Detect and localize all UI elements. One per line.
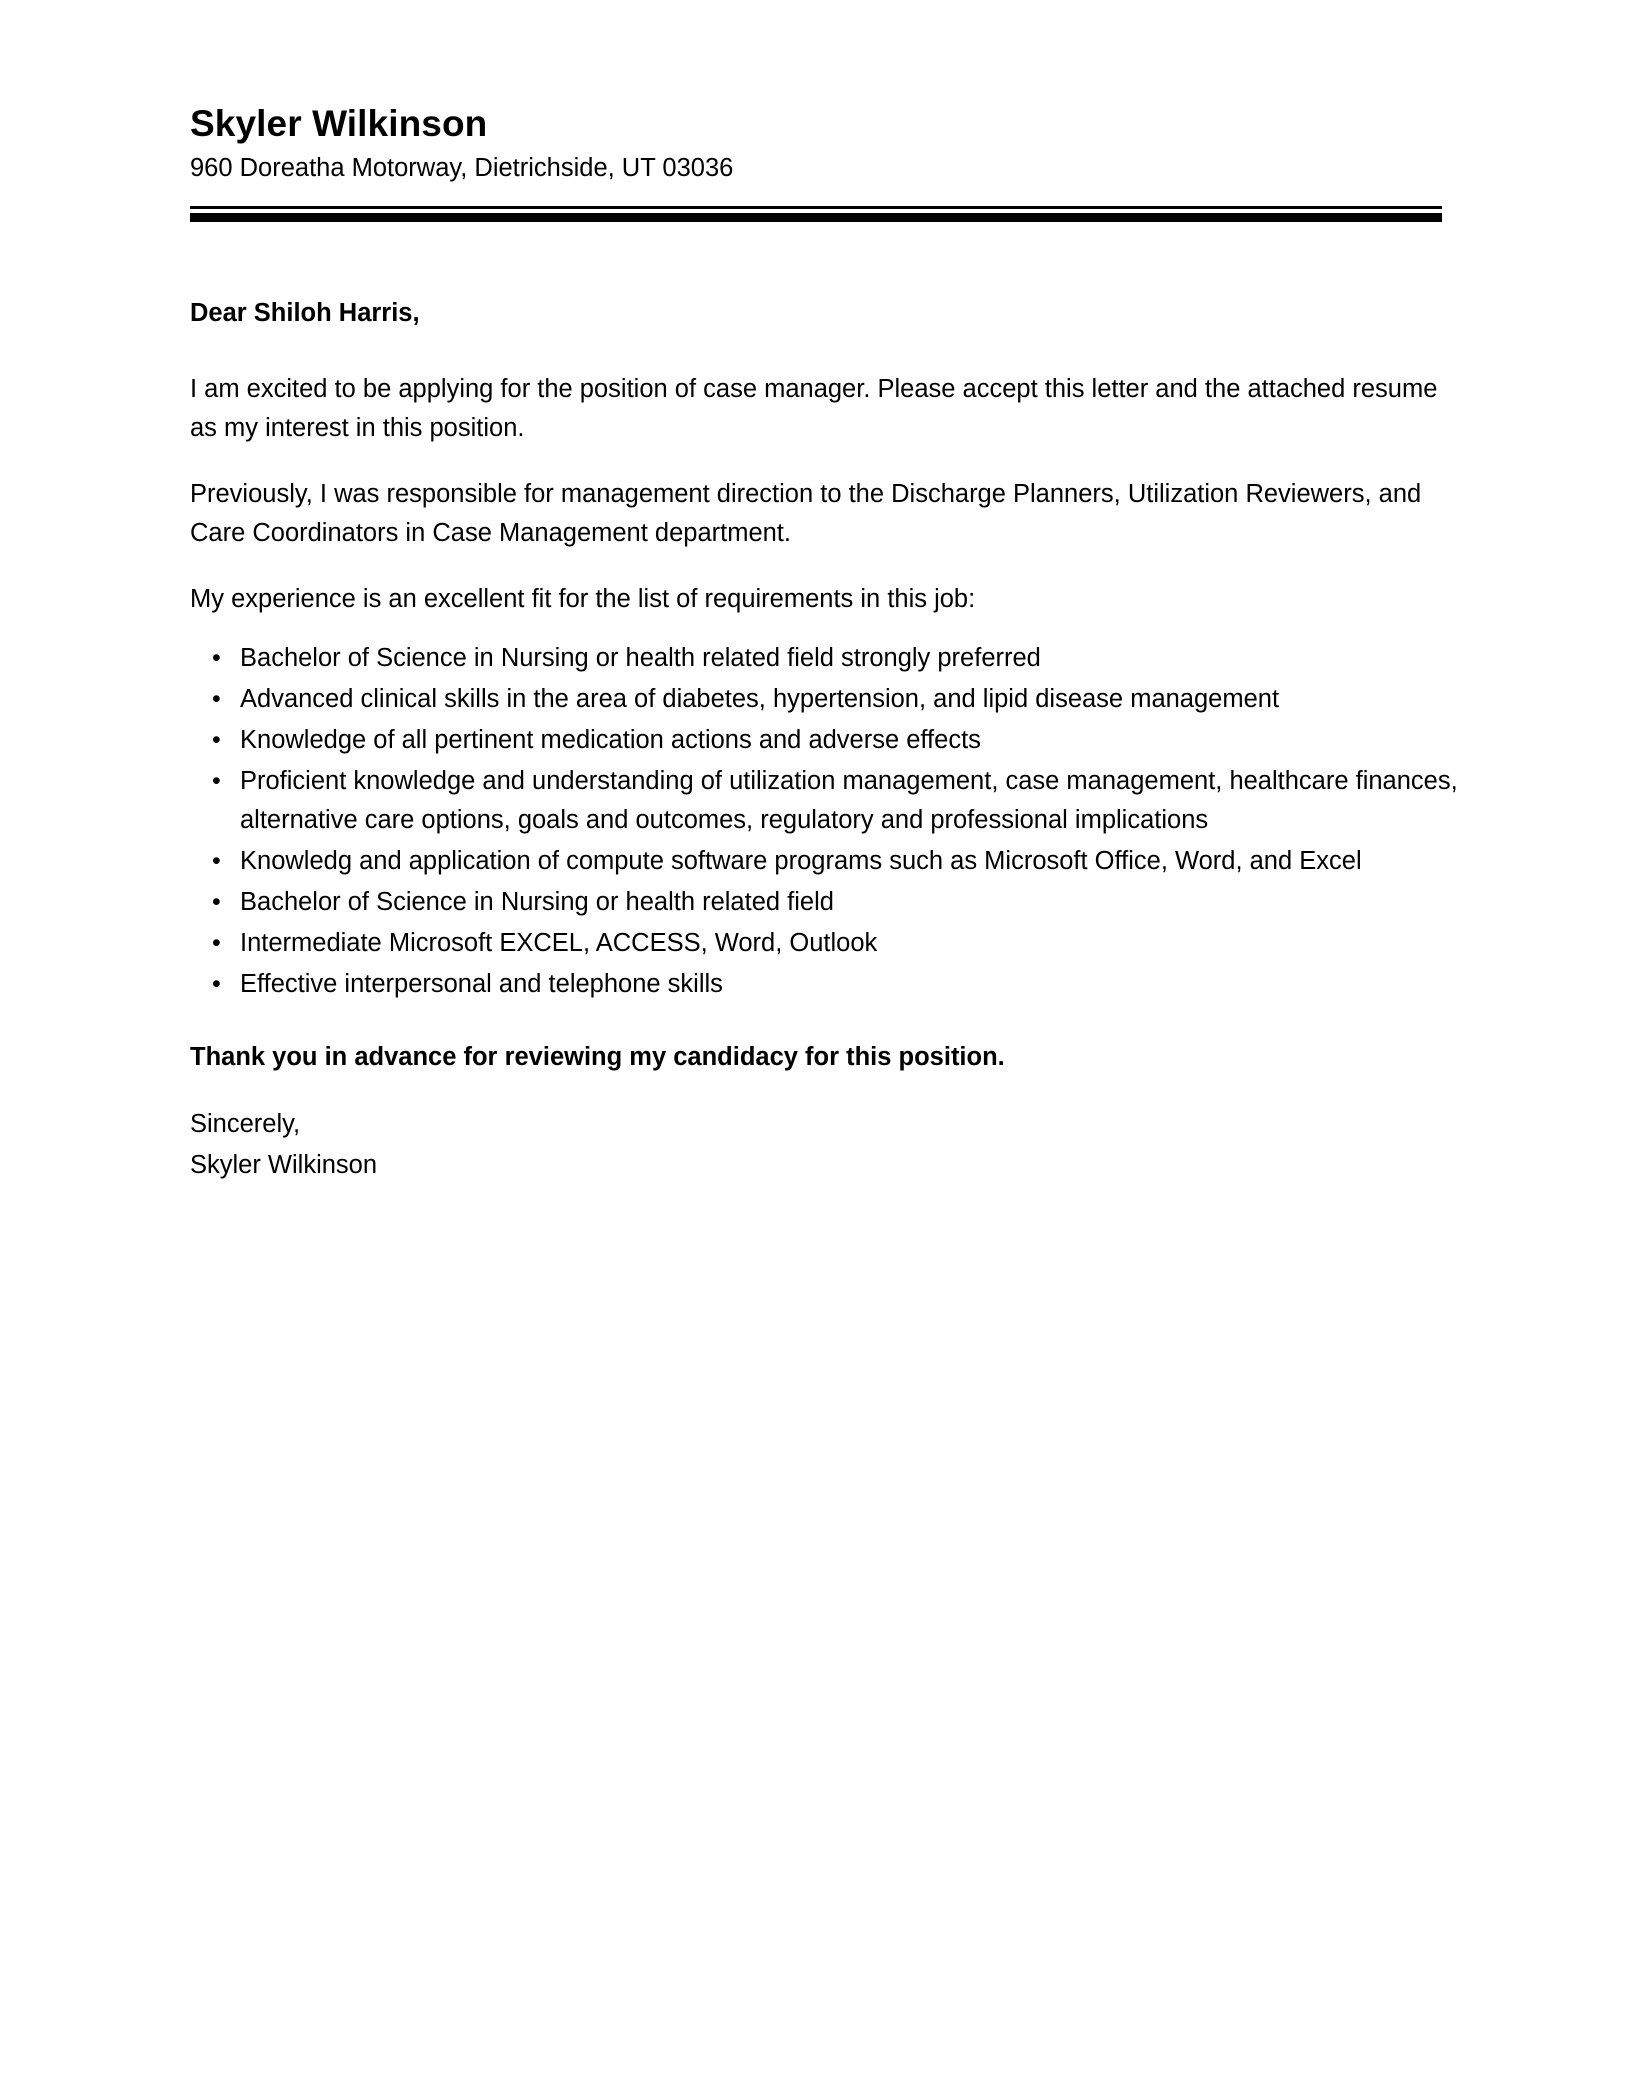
requirements-intro: My experience is an excellent fit for the list of requirements in this job: [190,584,976,613]
list-item: • Bachelor of Science in Nursing or health related field strongly preferred [190,639,1462,678]
list-item: • Knowledge of all pertinent medication actions and adverse effects [190,721,1462,760]
letterhead [190,0,1442,222]
valediction: Sincerely, [190,1109,301,1138]
list-item: • Effective interpersonal and telephone skills [190,965,1462,1004]
paragraph-experience: Previously, I was responsible for management direction to the Discharge Planners, Utilization Reviewers, and Care Coordinators in Case Management department. [190,479,1422,548]
signature-name: Skyler Wilkinson [190,1151,378,1180]
header-divider [190,206,1442,222]
sender-name: Skyler Wilkinson [190,103,488,144]
list-item: • Advanced clinical skills in the area of diabetes, hypertension, and lipid disease management [190,680,1462,719]
letter-body [190,222,1462,1187]
list-item: • Knowledg and application of compute software programs such as Microsoft Office, Word, and Excel [190,842,1462,881]
requirements-list [190,639,1462,1004]
list-item: • Proficient knowledge and understanding of utilization management, case management, healthcare finances, alternative care options, goals and outcomes, regulatory and professional implications [190,762,1462,840]
list-item: • Intermediate Microsoft EXCEL, ACCESS, Word, Outlook [190,924,1462,963]
header-divider-thick-line [190,213,1442,222]
paragraph-introduction: I am excited to be applying for the position of case manager. Please accept this letter and the attached resume as my interest in this position. [190,374,1438,443]
salutation: Dear Shiloh Harris, [190,299,420,328]
closing-statement: Thank you in advance for reviewing my candidacy for this position. [190,1043,1005,1072]
signature-block [190,1104,1462,1187]
list-item: • Bachelor of Science in Nursing or health related field [190,883,1462,922]
sender-address: 960 Doreatha Motorway, Dietrichside, UT 03036 [190,154,734,183]
